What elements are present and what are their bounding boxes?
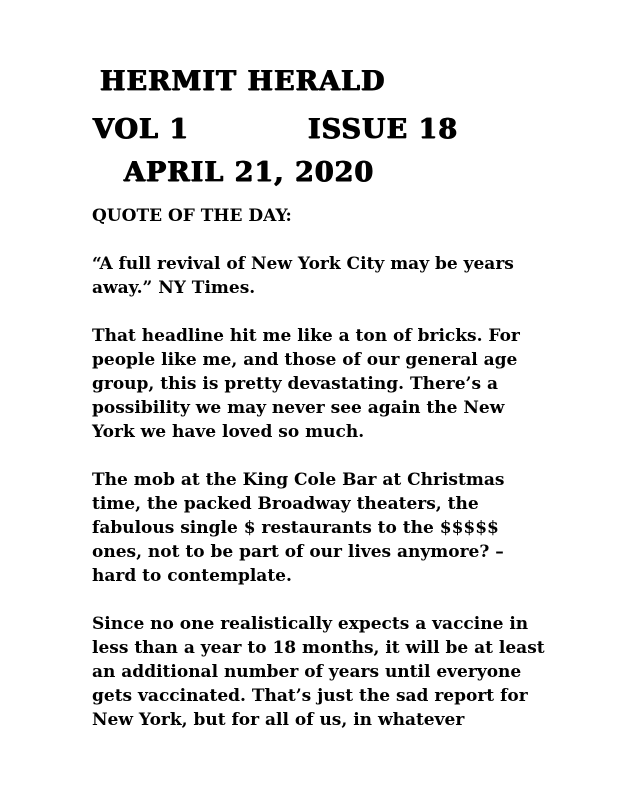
quote-heading: QUOTE OF THE DAY: [92, 206, 292, 226]
article-body [92, 204, 552, 756]
quote-text: “A full revival of New York City may be years away.” NY Times. [92, 254, 514, 298]
issue-date: APRIL 21, 2020 [124, 157, 375, 188]
article-paragraph: The mob at the King Cole Bar at Christmas time, the packed Broadway theaters, the fabulous single $ restaurants to the $$$$$ ones, not to be part of our lives anymore? – hard to contemplate. [92, 470, 505, 586]
article-paragraph: Since no one realistically expects a vaccine in less than a year to 18 months, it will be at least an additional number of years until everyone gets vaccinated. That’s just the sad report for New York, but for all of us, in whatever [92, 614, 545, 730]
article-paragraph: That headline hit me like a ton of bricks. For people like me, and those of our general age group, this is pretty devastating. There’s a possibility we may never see again the New York we have loved so much. [92, 326, 520, 442]
newsletter-title: HERMIT HERALD [100, 66, 386, 97]
volume-label: VOL 1 [93, 114, 190, 145]
issue-label: ISSUE 18 [308, 114, 459, 145]
